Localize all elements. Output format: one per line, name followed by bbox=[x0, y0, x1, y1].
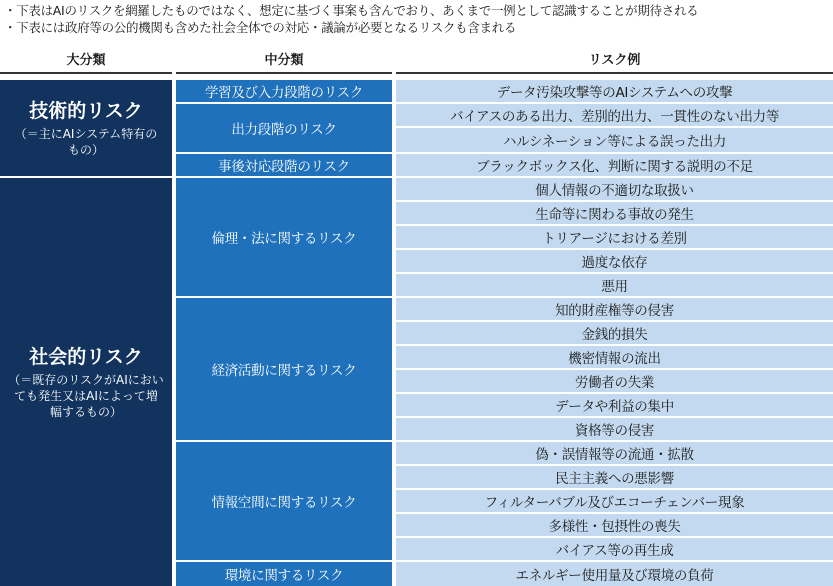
risk-example: 資格等の侵害 bbox=[396, 418, 833, 440]
risk-example: 過度な依存 bbox=[396, 250, 833, 272]
risk-example: 金銭的損失 bbox=[396, 322, 833, 344]
risk-example: 生命等に関わる事故の発生 bbox=[396, 202, 833, 224]
middle-cell: 倫理・法に関するリスク bbox=[176, 178, 392, 296]
middle-cell: 学習及び入力段階のリスク bbox=[176, 80, 392, 102]
category-title: 社会的リスク bbox=[29, 346, 143, 368]
header-rule-major bbox=[0, 72, 172, 74]
risk-example: 民主主義への悪影響 bbox=[396, 466, 833, 488]
category-title: 技術的リスク bbox=[29, 100, 143, 122]
risk-example: バイアスのある出力、差別的出力、一貫性のない出力等 bbox=[396, 104, 833, 126]
risk-example: 労働者の失業 bbox=[396, 370, 833, 392]
category-social bbox=[0, 178, 172, 586]
risk-example: 機密情報の流出 bbox=[396, 346, 833, 368]
risk-example: フィルターバブル及びエコーチェンバー現象 bbox=[396, 490, 833, 512]
middle-cell: 出力段階のリスク bbox=[176, 104, 392, 152]
risk-example: ハルシネーション等による誤った出力 bbox=[396, 128, 833, 152]
category-technical bbox=[0, 80, 172, 176]
risk-example: 偽・誤情報等の流通・拡散 bbox=[396, 442, 833, 464]
category-description: （＝既存のリスクがAIにおい ても発生又はAIによって増 幅するもの） bbox=[8, 373, 164, 419]
risk-example: データ汚染攻撃等のAIシステムへの攻撃 bbox=[396, 80, 833, 102]
risk-example: バイアス等の再生成 bbox=[396, 538, 833, 560]
risk-example: ブラックボックス化、判断に関する説明の不足 bbox=[396, 154, 833, 176]
header-middle: 中分類 bbox=[264, 53, 304, 68]
risk-example: エネルギー使用量及び環境の負荷 bbox=[396, 562, 833, 586]
notes bbox=[4, 2, 698, 36]
header-major: 大分類 bbox=[66, 53, 106, 68]
middle-cell: 経済活動に関するリスク bbox=[176, 298, 392, 440]
note-1: ・下表はAIのリスクを網羅したものではなく、想定に基づく事案も含んでおり、あくまで一例として認識することが期待される bbox=[4, 3, 699, 18]
risk-example: 多様性・包摂性の喪失 bbox=[396, 514, 833, 536]
header-examples: リスク例 bbox=[588, 53, 641, 68]
middle-cell: 事後対応段階のリスク bbox=[176, 154, 392, 176]
risk-example: 知的財産権等の侵害 bbox=[396, 298, 833, 320]
middle-cell: 環境に関するリスク bbox=[176, 562, 392, 586]
risk-example: データや利益の集中 bbox=[396, 394, 833, 416]
middle-cell: 情報空間に関するリスク bbox=[176, 442, 392, 560]
header-rule-middle bbox=[176, 72, 392, 74]
risk-example: 悪用 bbox=[396, 274, 833, 296]
note-2: ・下表には政府等の公的機関も含めた社会全体での対応・議論が必要となるリスクも含まれる bbox=[4, 20, 517, 35]
risk-example: 個人情報の不適切な取扱い bbox=[396, 178, 833, 200]
risk-example: トリアージにおける差別 bbox=[396, 226, 833, 248]
category-description: （＝主にAIシステム特有の もの） bbox=[14, 127, 158, 157]
header-rule-examples bbox=[396, 72, 833, 74]
